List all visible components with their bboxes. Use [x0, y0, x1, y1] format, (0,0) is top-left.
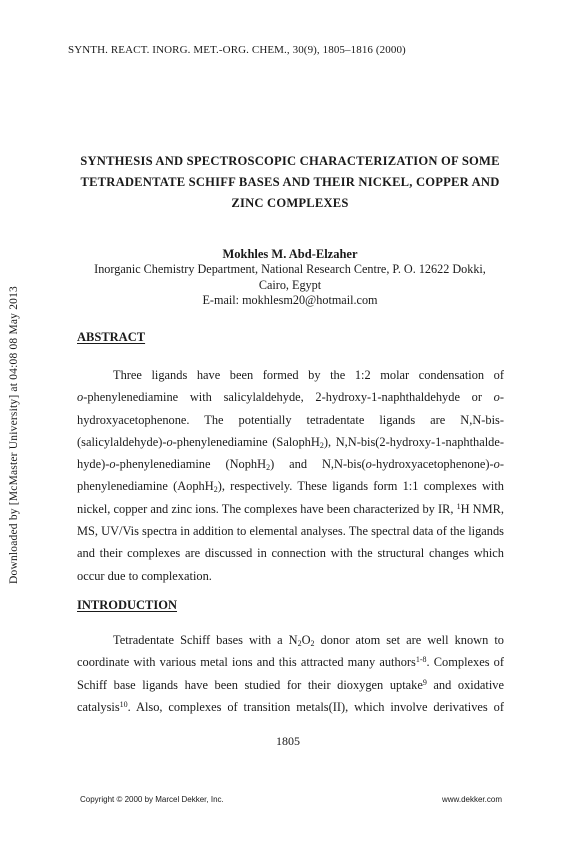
abstract-line-2: o-phenylenediamine with salicylaldehyde, 2-hydroxy-1-naphthaldehyde or o-: [77, 390, 504, 405]
affiliation-line: Cairo, Egypt: [258, 277, 322, 292]
title-line: SYNTHESIS AND SPECTROSCOPIC CHARACTERIZATION OF SOME: [80, 154, 500, 168]
title-line: TETRADENTATE SCHIFF BASES AND THEIR NICKEL, COPPER AND: [80, 175, 500, 189]
download-stamp-text: Downloaded by [McMaster University] at 04:08 08 May 2013: [8, 285, 20, 585]
abstract-line-10: occur due to complexation.: [77, 568, 212, 583]
affiliation: [72, 262, 508, 309]
abstract-paragraph: [77, 364, 504, 587]
abstract-line-6: phenylenediamine (AophH$_2$), respectively. These ligands form 1:1 complexes with: [77, 479, 504, 495]
intro-line-2: coordinate with various metal ions and this attracted many authors$^{1-8}$. Complexes of: [77, 655, 505, 670]
intro-line-1: Tetradentate Schiff bases with a $N_2O_2$ donor atom set are well known to: [113, 633, 504, 648]
abstract-line-1: Three ligands have been formed by the 1:2 molar condensation of: [113, 368, 504, 382]
running-head: SYNTH. REACT. INORG. MET.-ORG. CHEM., 30(9), 1805–1816 (2000): [68, 44, 406, 56]
abstract-line-7: nickel, copper and zinc ions. The complexes have been characterized by IR, $^1$H NMR,: [77, 501, 504, 516]
abstract-heading: ABSTRACT: [77, 330, 146, 344]
article-title: [72, 151, 508, 214]
copyright-notice: Copyright © 2000 by Marcel Dekker, Inc.: [80, 795, 224, 804]
intro-line-3: Schiff base ligands have been studied for their dioxygen uptake$^9$ and oxidative: [77, 677, 504, 692]
publisher-website: www.dekker.com: [441, 795, 502, 804]
download-stamp: [2, 255, 26, 615]
author-name: Mokhles M. Abd-Elzaher: [222, 247, 358, 261]
abstract-line-8: MS, UV/Vis spectra in addition to elemental analyses. The spectral data of the ligands: [77, 524, 504, 539]
email-line: E-mail: mokhlesm20@hotmail.com: [202, 293, 378, 307]
introduction-heading: INTRODUCTION: [77, 598, 178, 612]
abstract-line-3: hydroxyacetophenone. The potentially tetradentate ligands are N,N-bis-: [77, 412, 504, 427]
page-number: 1805: [276, 734, 300, 748]
title-line: ZINC COMPLEXES: [231, 196, 349, 210]
abstract-line-9: and their complexes are discussed in connection with the structural changes which: [77, 546, 504, 561]
introduction-paragraph: [77, 629, 504, 718]
intro-line-4: catalysis$^{10}$. Also, complexes of transition metals(II), which involve derivatives of: [77, 699, 504, 714]
abstract-line-4: (salicylaldehyde)-o-phenylenediamine (SalophH$_2$), N,N-bis(2-hydroxy-1-naphthalde-: [77, 434, 504, 450]
abstract-line-5: hyde)-o-phenylenediamine (NophH$_2$) and N,N-bis(o-hydroxyacetophenone)-o-: [77, 457, 505, 473]
affiliation-line: Inorganic Chemistry Department, National Research Centre, P. O. 12622 Dokki,: [94, 262, 486, 276]
